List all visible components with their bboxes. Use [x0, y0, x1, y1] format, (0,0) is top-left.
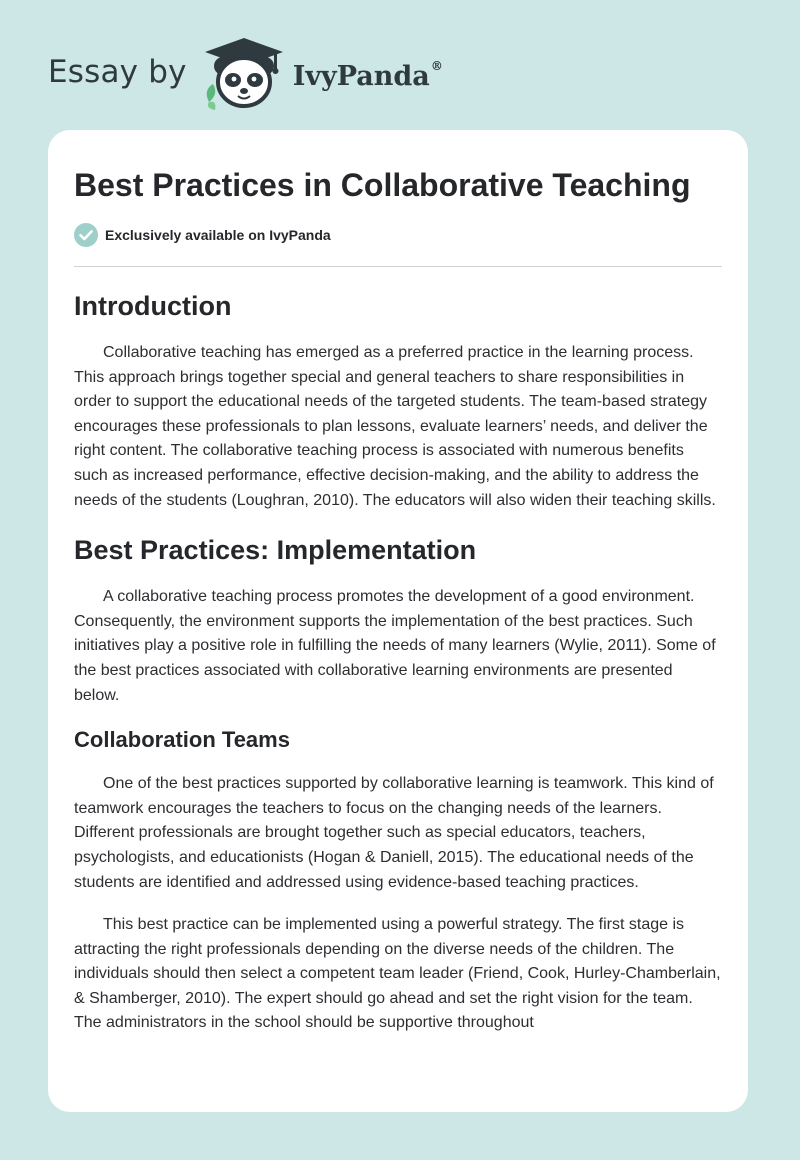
brand-name-text: IvyPanda: [292, 60, 430, 92]
brand-prefix: Essay by: [48, 54, 187, 90]
site-header: [48, 36, 443, 112]
section-heading: Introduction: [74, 291, 232, 321]
section-introduction: [74, 289, 722, 513]
paragraph: This best practice can be implemented using a powerful strategy. The first stage is attracting the right professionals depending on the diverse needs of the children. The individuals should then select a competent team leader (Friend, Cook, Hurley-Chamberlain, & Shamberger, 2010). The expert should go ahead and set the right vision for the team. The administrators in the school should be supportive throughout: [74, 916, 721, 1032]
paragraph: One of the best practices supported by collaborative learning is teamwork. This kind of teamwork encourages the teachers to focus on the changing needs of the learners. Different professionals are brought together such as special educators, teachers, psychologists, and educationists (Hogan & Daniell, 2015). The educational needs of the students are identified and addressed using evidence-based teaching practices.: [74, 775, 714, 891]
section-heading: Best Practices: Implementation: [74, 535, 477, 566]
exclusive-badge: [74, 222, 722, 248]
exclusive-label: Exclusively available on IvyPanda: [105, 227, 331, 243]
trademark-symbol: ®: [430, 58, 443, 73]
title-divider: [74, 266, 722, 267]
panda-logo-icon[interactable]: [201, 36, 287, 112]
check-circle-icon: [74, 223, 98, 247]
paragraph: Collaborative teaching has emerged as a preferred practice in the learning process. This approach brings together special and general teachers to share responsibilities in order to support the educational needs of the targeted students. The team-based strategy encourages these professionals to plan lessons, evaluate learners’ needs, and deliver the right content. The collaborative teaching process is associated with numerous benefits such as increased performance, effective decision-making, and the ability to address the needs of the students (Loughran, 2010). The educators will also widen their teaching skills.: [74, 344, 716, 509]
brand-name[interactable]: [292, 58, 443, 92]
essay-card: [48, 130, 748, 1112]
essay-title: Best Practices in Collaborative Teaching: [74, 167, 691, 203]
paragraph: A collaborative teaching process promotes the development of a good environment. Consequently, the environment supports the implementation of the best practices. Such initiatives play a positive role in fulfilling the needs of many learners (Wylie, 2011). Some of the best practices associated with collaborative learning environments are presented below.: [74, 588, 716, 704]
section-collaboration-teams: [74, 726, 722, 1036]
section-best-practices-implementation: [74, 533, 722, 708]
essay-content: [48, 130, 748, 1036]
subsection-heading: Collaboration Teams: [74, 727, 290, 753]
